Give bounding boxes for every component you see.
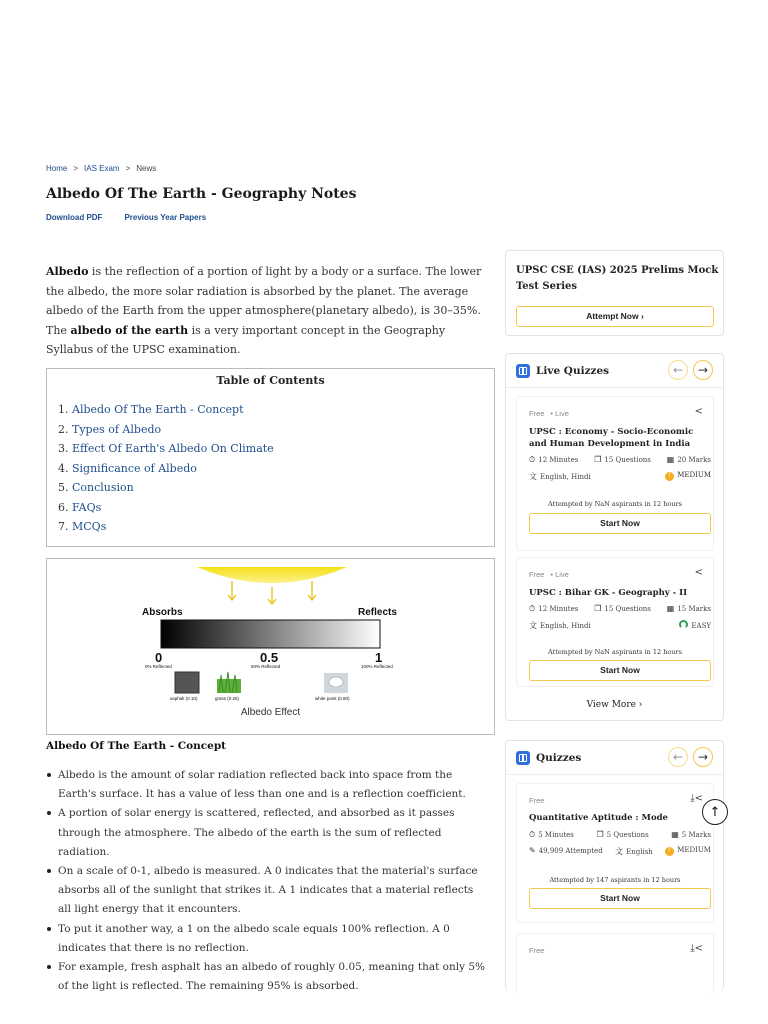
quiz-level <box>665 471 711 482</box>
attempts-icon: ✎ <box>529 846 536 855</box>
free-badge: Free <box>529 796 545 805</box>
breadcrumb-separator: > <box>73 164 79 173</box>
quiz-marks-text: 5 Marks <box>681 831 711 839</box>
quiz-questions-text: 15 Questions <box>604 605 651 613</box>
page-title: Albedo Of The Earth - Geography Notes <box>46 186 357 202</box>
carousel-arrows <box>668 747 713 767</box>
quiz-marks-text: 20 Marks <box>677 456 711 464</box>
quiz-attempted: Attempted by NaN aspirants in 12 hours <box>548 500 682 508</box>
toc-item-link[interactable]: Albedo Of The Earth - Concept <box>72 403 244 416</box>
quiz-item <box>516 783 714 923</box>
grass-swatch <box>217 672 241 693</box>
clock-icon: ⏱ <box>529 830 536 839</box>
copy-icon: ❐ <box>596 830 604 839</box>
quizzes-title: Quizzes <box>536 751 582 764</box>
translate-icon: 文 <box>529 621 537 630</box>
top-links <box>46 213 206 222</box>
live-badge: • Live <box>550 409 569 418</box>
arrow-left-icon[interactable]: ← <box>668 747 688 767</box>
live-badge: • Live <box>550 570 569 579</box>
asphalt-label: asphalt (0.10) <box>170 696 198 701</box>
grid-icon <box>516 751 530 765</box>
quiz-duration <box>529 604 578 614</box>
quiz-duration <box>529 830 574 840</box>
quiz-duration <box>529 455 578 465</box>
table-of-contents <box>46 368 495 547</box>
quiz-marks <box>667 455 711 465</box>
quiz-meta-row <box>529 830 711 840</box>
quiz-questions-text: 5 Questions <box>606 831 649 839</box>
intro-bold-albedo-earth: albedo of the earth <box>70 323 189 337</box>
quiz-attempts-text: 49,909 Attempted <box>538 847 603 855</box>
free-badge: Free <box>529 570 545 579</box>
scroll-to-top-icon[interactable]: ↑ <box>702 799 728 825</box>
quiz-meta-row <box>529 846 711 857</box>
toc-item-link[interactable]: Effect Of Earth's Albedo On Climate <box>72 442 274 455</box>
copy-icon: ❐ <box>594 455 602 464</box>
previous-year-papers-link[interactable]: Previous Year Papers <box>124 213 207 222</box>
share-icon[interactable]: < <box>694 567 703 578</box>
quiz-marks <box>671 830 711 840</box>
quiz-item <box>516 396 714 551</box>
quiz-tags <box>529 409 569 418</box>
start-now-button[interactable]: Start Now <box>529 888 711 909</box>
quiz-level <box>665 846 711 857</box>
view-more-link[interactable]: View More › <box>586 700 643 710</box>
intro-paragraph <box>46 262 482 360</box>
scale-one: 1 <box>375 650 383 665</box>
mock-test-title: UPSC CSE (IAS) 2025 Prelims Mock Test Series <box>516 265 719 292</box>
breadcrumb-separator: > <box>125 164 131 173</box>
quiz-language-text: English, Hindi <box>540 622 591 630</box>
article-intro <box>46 262 482 360</box>
free-badge: Free <box>529 409 545 418</box>
quiz-item <box>516 933 714 993</box>
start-now-button[interactable]: Start Now <box>529 513 711 534</box>
toc-item[interactable] <box>58 478 494 498</box>
quiz-questions-text: 15 Questions <box>604 456 651 464</box>
translate-icon: 文 <box>615 847 624 856</box>
breadcrumb-home[interactable]: Home <box>46 164 68 173</box>
quiz-tags <box>529 570 569 579</box>
albedo-gradient-bar <box>161 620 380 648</box>
toc-title: Table of Contents <box>216 374 325 387</box>
white-paint-label: white paint (0.80) <box>315 696 350 701</box>
bullet-item: On a scale of 0-1, albedo is measured. A 0 indicates that the material's surface absorbs all of the sunlight that strikes it. A 1 indicates that a material reflects all light energy that it encounters. <box>46 862 486 920</box>
quiz-duration-text: 5 Minutes <box>538 831 574 839</box>
clock-icon: ⏱ <box>529 604 536 613</box>
quiz-language-text: English, Hindi <box>540 473 591 481</box>
scale-half-sub: 50% Reflected <box>251 664 281 669</box>
scale-one-sub: 100% Reflected <box>361 664 393 669</box>
section-heading: Albedo Of The Earth - Concept <box>46 740 227 752</box>
quiz-language <box>529 620 591 631</box>
quiz-meta-row <box>529 471 711 482</box>
toc-item-link[interactable]: Conclusion <box>72 481 134 494</box>
download-pdf-link[interactable]: Download PDF <box>46 213 103 222</box>
concept-bullets <box>46 766 486 996</box>
quiz-language <box>529 471 591 482</box>
arrow-right-icon[interactable]: → <box>693 747 713 767</box>
intro-text-a: is the reflection of a portion of light by a body or a surface. The lower the albedo, the more solar radiation is absorbed by the planet. The average albedo of the Earth from the upper atmosphere(planetary albedo), is 30–35%. The <box>46 265 482 337</box>
live-quizzes-title: Live Quizzes <box>536 364 610 377</box>
breadcrumb-ias-exam[interactable]: IAS Exam <box>84 164 120 173</box>
albedo-figure <box>46 558 495 735</box>
marks-icon: ▦ <box>666 455 675 464</box>
toc-item[interactable] <box>58 439 494 459</box>
toc-list <box>58 400 494 537</box>
toc-item[interactable] <box>58 459 494 479</box>
absorbs-label: Absorbs <box>142 607 183 618</box>
white-paint-swatch <box>324 673 348 693</box>
intro-text-b: is a very important concept in the Geography Syllabus of the UPSC examination. <box>46 323 446 356</box>
share-icon[interactable]: < <box>694 406 703 417</box>
arrow-left-icon[interactable]: ← <box>668 360 688 380</box>
toc-item-link[interactable]: Types of Albedo <box>72 422 162 436</box>
attempt-now-button[interactable]: Attempt Now › <box>516 306 714 327</box>
quiz-title[interactable]: UPSC : Economy - Socio-Economic and Human Development in India <box>529 427 694 449</box>
figure-caption: Albedo Effect <box>240 707 301 718</box>
quiz-marks-text: 15 Marks <box>677 605 711 613</box>
quiz-title[interactable]: UPSC : Bihar GK - Geography - II <box>529 588 688 598</box>
arrow-right-icon[interactable]: → <box>693 360 713 380</box>
clock-icon: ⏱ <box>529 455 536 464</box>
toc-item[interactable] <box>58 498 494 518</box>
toc-item-number: 7. <box>58 520 72 533</box>
scale-zero-sub: 0% Reflected <box>145 664 172 669</box>
intro-bold-albedo: Albedo <box>46 265 89 278</box>
quiz-questions <box>596 830 648 840</box>
quiz-duration-text: 12 Minutes <box>538 456 579 464</box>
reflects-label: Reflects <box>358 607 397 618</box>
toc-item-number: 2. <box>58 422 72 436</box>
marks-icon: ▦ <box>666 604 675 613</box>
quiz-item <box>516 557 714 687</box>
quiz-level-text: EASY <box>691 622 711 630</box>
translate-icon: 文 <box>529 472 537 481</box>
quiz-language-text: English <box>626 848 653 856</box>
scale-zero: 0 <box>155 650 163 665</box>
scale-half: 0.5 <box>260 650 279 665</box>
quiz-language <box>615 846 653 857</box>
toc-item[interactable] <box>58 517 494 537</box>
quiz-meta-row <box>529 620 711 631</box>
grid-icon <box>516 364 530 378</box>
toc-item-link[interactable]: Significance of Albedo <box>72 461 197 475</box>
toc-item-number: 5. <box>58 481 72 494</box>
quiz-duration-text: 12 Minutes <box>538 605 579 613</box>
bullet-item: To put it another way, a 1 on the albedo scale equals 100% reflection. A 0 indicates that there is no reflection. <box>46 920 486 958</box>
mock-test-card <box>505 250 724 336</box>
grass-label: grass (0.25) <box>215 696 240 701</box>
toc-item[interactable] <box>58 420 494 440</box>
asphalt-swatch <box>175 672 199 693</box>
toc-item-number: 4. <box>58 461 72 475</box>
quiz-title[interactable]: Quantitative Aptitude : Mode <box>529 813 668 823</box>
quiz-questions <box>594 455 651 465</box>
live-quizzes-card <box>505 353 724 721</box>
toc-item-number: 3. <box>58 442 72 455</box>
quiz-meta-row <box>529 455 711 465</box>
toc-item-number: 1. <box>58 403 72 416</box>
toc-item-link[interactable]: MCQs <box>72 520 107 533</box>
breadcrumb <box>46 164 156 173</box>
copy-icon: ❐ <box>594 604 602 613</box>
medium-level-icon: ! <box>665 472 674 481</box>
bullet-item: For example, fresh asphalt has an albedo of roughly 0.05, meaning that only 5% of the light is reflected. The remaining 95% is absorbed. <box>46 958 486 996</box>
quiz-attempts <box>529 846 603 857</box>
quiz-attempted: Attempted by 147 aspirants in 12 hours <box>549 876 681 884</box>
sun-icon <box>197 567 347 583</box>
sunray-arrows <box>228 581 316 604</box>
free-badge: Free <box>529 946 545 955</box>
quiz-attempted: Attempted by NaN aspirants in 12 hours <box>548 648 682 656</box>
quiz-level <box>679 620 711 631</box>
start-now-button[interactable]: Start Now <box>529 660 711 681</box>
download-share-icons[interactable]: ⤓< <box>690 943 703 954</box>
quiz-questions <box>594 604 651 614</box>
easy-level-icon <box>679 620 688 629</box>
download-share-icons[interactable]: ⤓< <box>690 793 703 804</box>
quiz-level-text: MEDIUM <box>677 471 711 479</box>
toc-item-link[interactable]: FAQs <box>72 500 102 514</box>
toc-item[interactable] <box>58 400 494 420</box>
quiz-level-text: MEDIUM <box>677 846 711 854</box>
quiz-marks <box>667 604 711 614</box>
albedo-diagram <box>47 559 495 709</box>
quizzes-card <box>505 740 724 990</box>
marks-icon: ▦ <box>671 830 679 839</box>
carousel-arrows <box>668 360 713 380</box>
bullet-item: A portion of solar energy is scattered, reflected, and absorbed as it passes through the atmosphere. The albedo of the earth is the sum of reflected radiation. <box>46 804 486 862</box>
breadcrumb-current: News <box>136 164 157 173</box>
toc-item-number: 6. <box>58 500 72 514</box>
medium-level-icon: ! <box>665 847 674 856</box>
bullet-item: Albedo is the amount of solar radiation reflected back into space from the Earth's surface. It has a value of less than one and is a reflection coefficient. <box>46 766 486 804</box>
quiz-meta-row <box>529 604 711 614</box>
